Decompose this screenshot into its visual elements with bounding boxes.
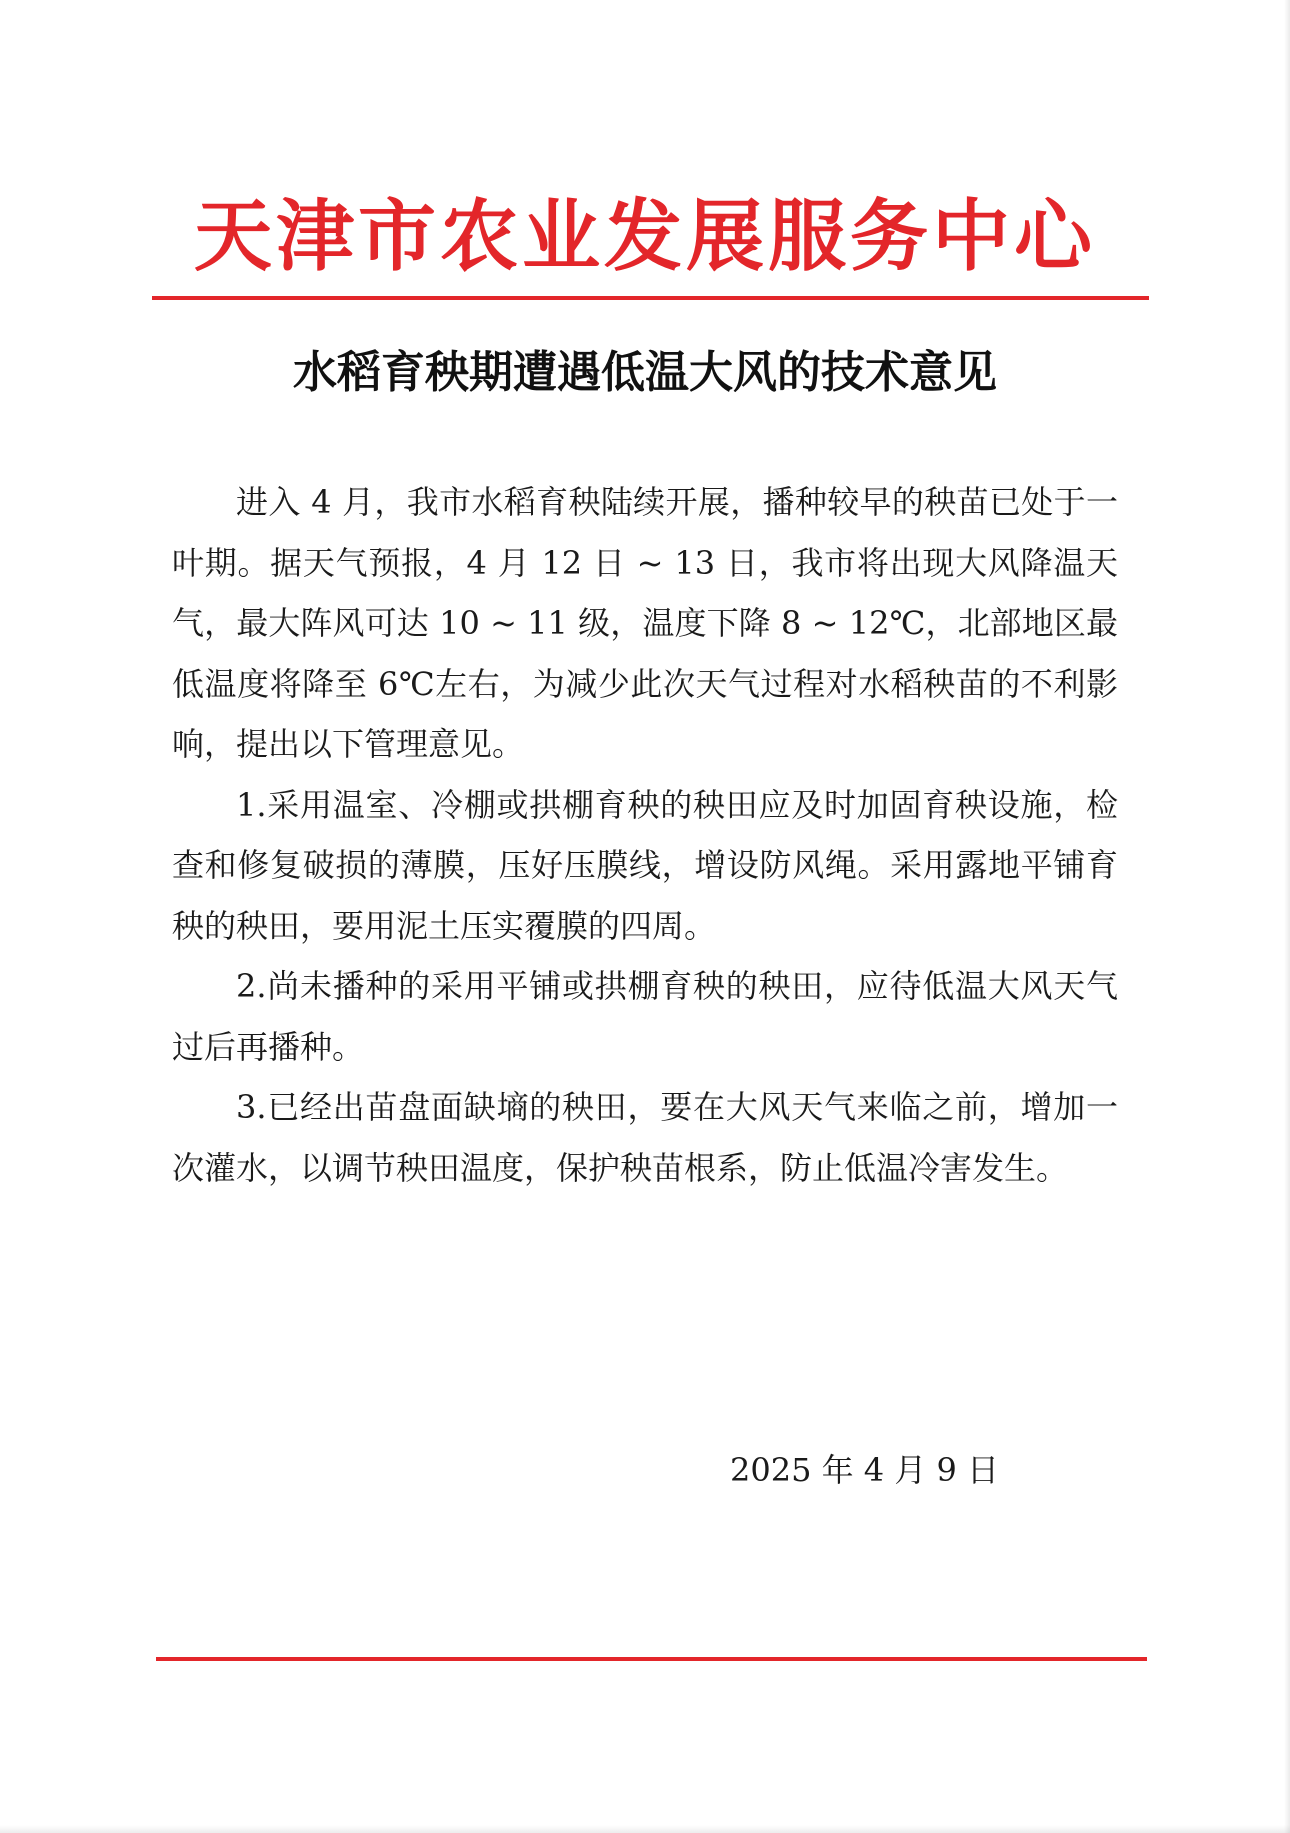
- footer-red-rule: [156, 1657, 1147, 1661]
- header-red-rule: [152, 296, 1149, 300]
- measure-paragraph-2: 2.尚未播种的采用平铺或拱棚育秧的秧田，应待低温大风天气过后再播种。: [172, 967, 1118, 1066]
- measure-paragraph-1: 1.采用温室、冷棚或拱棚育秧的秧田应及时加固育秧设施，检查和修复破损的薄膜，压好压膜线，增设防风绳。采用露地平铺育秧的秧田，要用泥土压实覆膜的四周。: [172, 785, 1118, 945]
- measure-paragraph-3: 3.已经出苗盘面缺墒的秧田，要在大风天气来临之前，增加一次灌水，以调节秧田温度，保护秧苗根系，防止低温冷害发生。: [172, 1088, 1118, 1187]
- document-date: 2025 年 4 月 9 日: [730, 1451, 1000, 1489]
- page-edge-shadow: [1284, 0, 1290, 1833]
- document-title: 水稻育秧期遭遇低温大风的技术意见: [293, 347, 997, 398]
- document-body: [172, 472, 1118, 1198]
- intro-paragraph: 进入 4 月，我市水稻育秧陆续开展，播种较早的秧苗已处于一叶期。据天气预报，4 月 12 日 ~ 13 日，我市将出现大风降温天气，最大阵风可达 10 ~ 11 级，温度下降 8 ~ 12℃，北部地区最低温度将降至 6℃左右，为减少此次天气过程对水稻秧苗的不利影响，提出以下管理意见。: [172, 483, 1118, 763]
- organization-header: 天津市农业发展服务中心: [193, 191, 1096, 282]
- page-edge-shadow-bottom: [0, 1825, 1290, 1833]
